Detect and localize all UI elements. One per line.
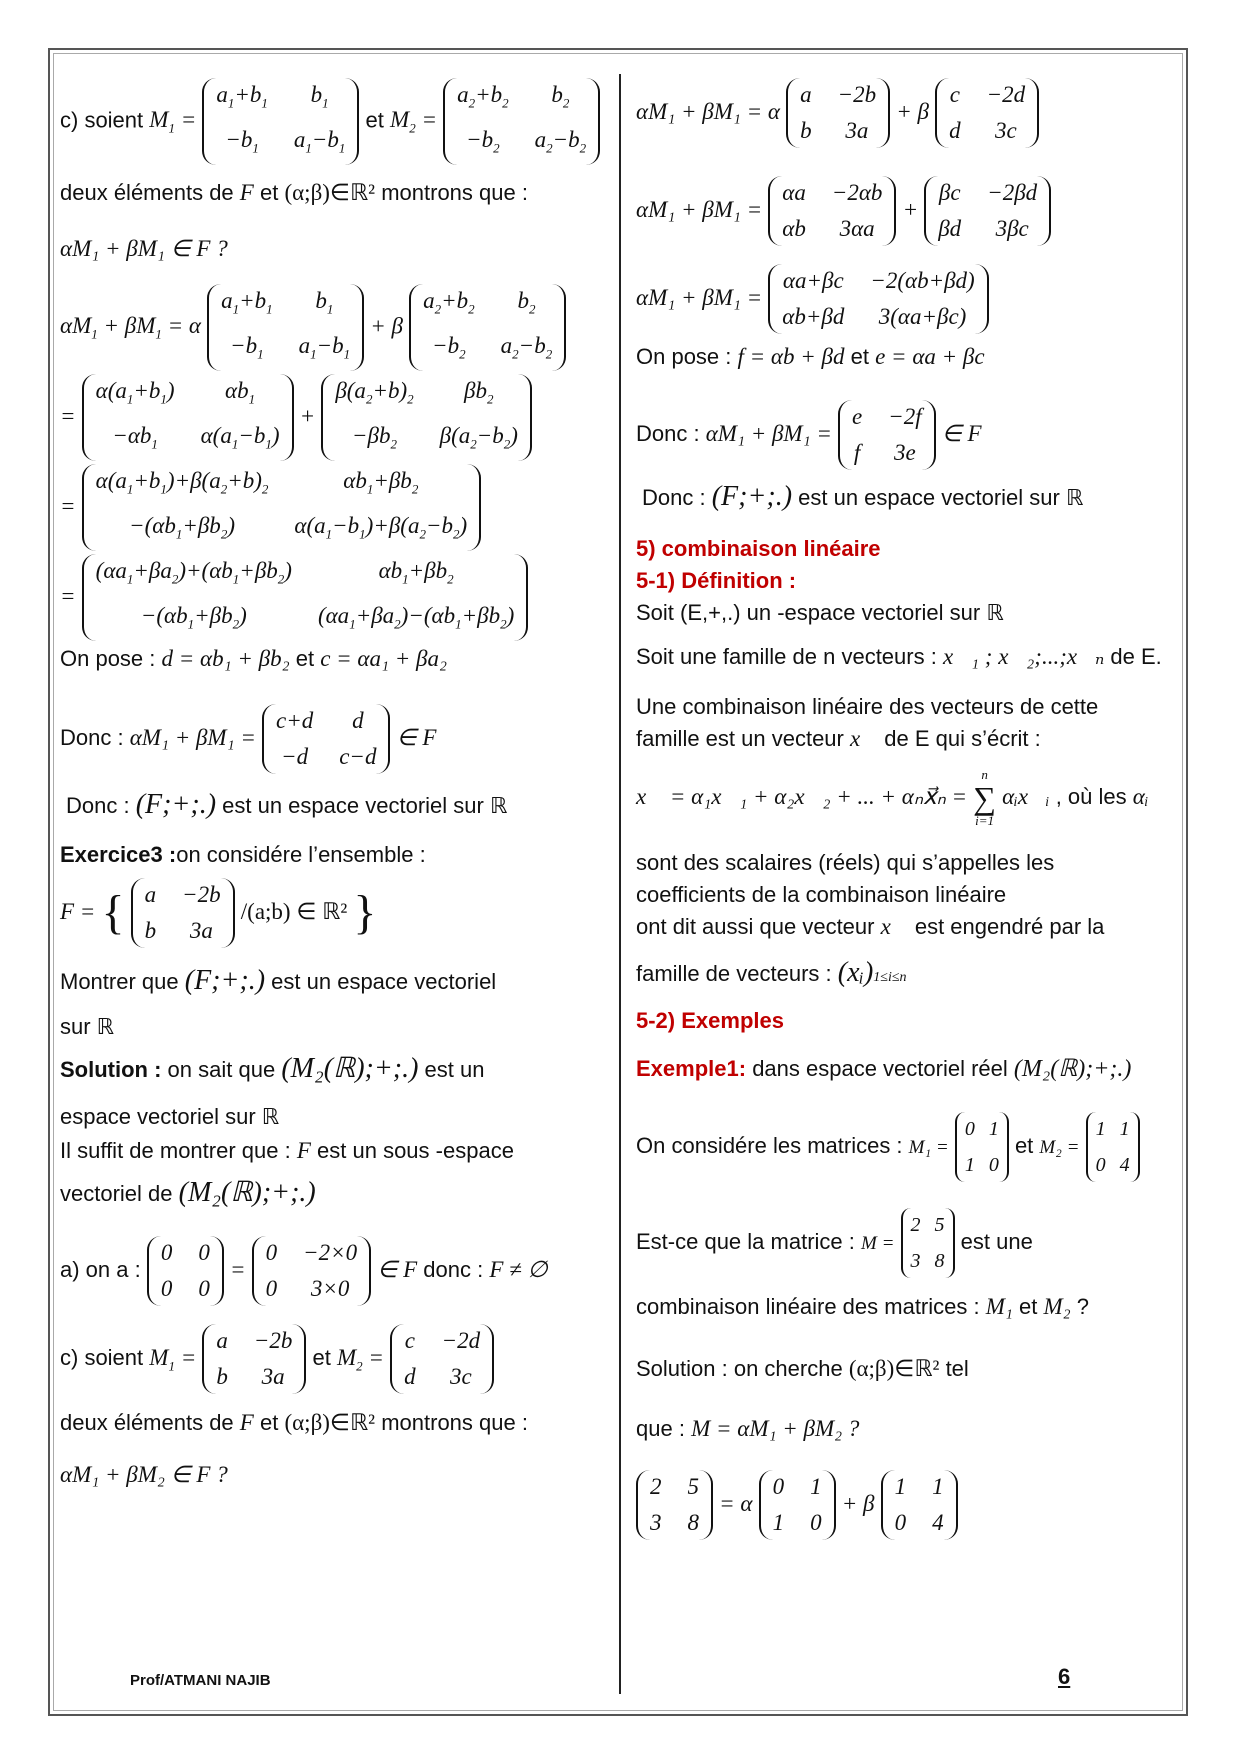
on-pose-row: On pose : d = αb₁ + βb₂ et c = αa₁ + βa₂	[60, 646, 447, 671]
montrer-row: Montrer que (F;+;.) est un espace vectoriel	[60, 965, 497, 996]
right-conclusion: Donc : (F;+;.) est un espace vectoriel sur ℝ	[642, 481, 1084, 512]
column-divider	[619, 74, 621, 1694]
donc-row: Donc : αM₁ + βM₁ = c+d d −d c−d ∈ F	[60, 704, 436, 774]
matrix-m2: $a_2+b_2$ $b_2$ $-b_2$ $a_2-b_2$	[443, 78, 600, 165]
section-5-title: 5) combinaison linéaire	[636, 536, 881, 561]
vectoriel-de-row: vectoriel de (M₂(ℝ);+;.)	[60, 1177, 316, 1208]
author: Prof/ATMANI NAJIB	[130, 1672, 271, 1689]
conclusion-row: Donc : (F;+;.) est un espace vectoriel sur ℝ	[66, 789, 508, 820]
right-eq3: αM₁ + βM₁ = αa+βc −2(αb+βd) αb+βd 3(αa+βc)	[636, 264, 989, 334]
page-number: 6	[1058, 1664, 1071, 1689]
def-line-4: famille est un vecteur x⃗ de E qui s’écrit :	[636, 726, 1041, 751]
matrix-m1: $a_1+b_1$ $b_1$ $-b_1$ $a_1-b_1$	[202, 78, 359, 165]
final-equation: 2 5 3 8 = α 0 1 1 0 + β 1 1 0 4	[636, 1470, 958, 1540]
espace-vect-row: espace vectoriel sur ℝ	[60, 1104, 280, 1129]
def-line-7: ont dit aussi que vecteur x⃗ est engendré par la	[636, 914, 1105, 939]
il-suffit-row: Il suffit de montrer que : F est un sous -espace	[60, 1138, 514, 1163]
expansion-4: = $(\alpha a_1+\beta a_2)+(\alpha b_1+\beta b_2)$ $\alpha b_1+\beta b_2$ $-(\alpha b_1+\beta b_2)$ $(\alpha a_1+\beta a_2)-(\alpha b_1+\beta b_2)$	[60, 554, 528, 641]
def-line-1: Soit (E,+,.) un -espace vectoriel sur ℝ	[636, 600, 1004, 625]
def-line-8: famille de vecteurs : (xᵢ)1≤i≤n	[636, 957, 907, 988]
a-on-a-row: a) on a : 0 0 0 0 = 0 −2×0 0 3×0 ∈ F donc : F ≠ ∅	[60, 1236, 548, 1306]
exercice3-title: Exercice3 :on considére l’ensemble :	[60, 842, 426, 867]
def-m1-m2-row: c) soient $M_1$ = $a_1+b_1$ $b_1$ $-b_1$ $a_1-b_1$ et $M_2$ = $a_2+b_2$ $b_2$ $-b_2$ $a_2-b_2$	[60, 78, 600, 165]
deux-elements-row: deux éléments de F et (α;β)∈ℝ² montrons que :	[60, 180, 528, 205]
exemple1-row: Exemple1: dans espace vectoriel réel (M₂(ℝ);+;.)	[636, 1056, 1132, 1082]
matrices-row: On considére les matrices : M₁ = 0 1 1 0 et M₂ = 1 1 0 4	[636, 1112, 1140, 1182]
def-line-3: Une combinaison linéaire des vecteurs de cette	[636, 694, 1099, 719]
sum-symbol: n ∑ i=1	[973, 767, 996, 828]
def-m1-m2-row-2: c) soient $M_1$ = a −2b b 3a et $M_2$ = c −2d d 3c	[60, 1324, 494, 1394]
solution-row: Solution : on sait que (M₂(ℝ);+;.) est un	[60, 1053, 485, 1084]
def-formula: x⃗ = α₁x⃗₁ + α₂x⃗₂ + ... + αₙx⃗ₙ = n ∑ i=1 αᵢx⃗ᵢ , où les αᵢ	[636, 767, 1149, 828]
solution-row-right: Solution : on cherche (α;β)∈ℝ² tel	[636, 1356, 969, 1381]
right-donc: Donc : αM₁ + βM₁ = e −2f f 3e ∈ F	[636, 400, 982, 470]
goal-1: αM₁ + βM₁ ∈ F ?	[60, 236, 228, 261]
def-line-2: Soit une famille de n vecteurs : x⃗₁ ; x⃗₂;...;x⃗ₙ de E.	[636, 644, 1162, 669]
expansion-2: = $\alpha(a_1+b_1)$ $\alpha b_1$ $-\alpha b_1$ $\alpha(a_1-b_1)$ + $\beta(a_2+b)_2$ $\beta b_2$ $-\beta b_2$ $\beta(a_2-b_2)$	[60, 374, 532, 461]
def-line-6: coefficients de la combinaison linéaire	[636, 882, 1007, 907]
right-eq2: αM₁ + βM₁ = αa −2αb αb 3αa + βc −2βd βd 3βc	[636, 176, 1051, 246]
sur-row: sur ℝ	[60, 1014, 115, 1039]
expansion-1: $\alpha M_1 + \beta M_1 = \alpha$ $a_1+b_1$ $b_1$ $-b_1$ $a_1-b_1$ + β $a_2+b_2$ $b_2$ $-b_2$ $a_2-b_2$	[60, 284, 566, 371]
right-eq1: αM₁ + βM₁ = α a −2b b 3a + β c −2d d 3c	[636, 78, 1039, 148]
question-row: Est-ce que la matrice : M = 2 5 3 8 est une	[636, 1208, 1033, 1278]
goal-2: αM₁ + βM₂ ∈ F ?	[60, 1462, 228, 1487]
question-row-2: combinaison linéaire des matrices : M₁ et M₂ ?	[636, 1294, 1090, 1319]
def-line-5: sont des scalaires (réels) qui s’appelles les	[636, 850, 1055, 875]
right-on-pose: On pose : f = αb + βd et e = αa + βc	[636, 344, 985, 369]
section-5-1-title: 5-1) Définition :	[636, 568, 797, 593]
section-5-2-title: 5-2) Exemples	[636, 1008, 784, 1033]
set-definition: F = { a −2b b 3a /(a;b) ∈ ℝ² }	[60, 878, 376, 948]
que-row: que : M = αM₁ + βM₂ ?	[636, 1416, 860, 1441]
expansion-3: = $\alpha(a_1+b_1)+\beta(a_2+b)_2$ $\alpha b_1+\beta b_2$ $-(\alpha b_1+\beta b_2)$ $\alpha(a_1-b_1)+\beta(a_2-b_2)$	[60, 464, 481, 551]
deux-elements-row-2: deux éléments de F et (α;β)∈ℝ² montrons que :	[60, 1410, 528, 1435]
